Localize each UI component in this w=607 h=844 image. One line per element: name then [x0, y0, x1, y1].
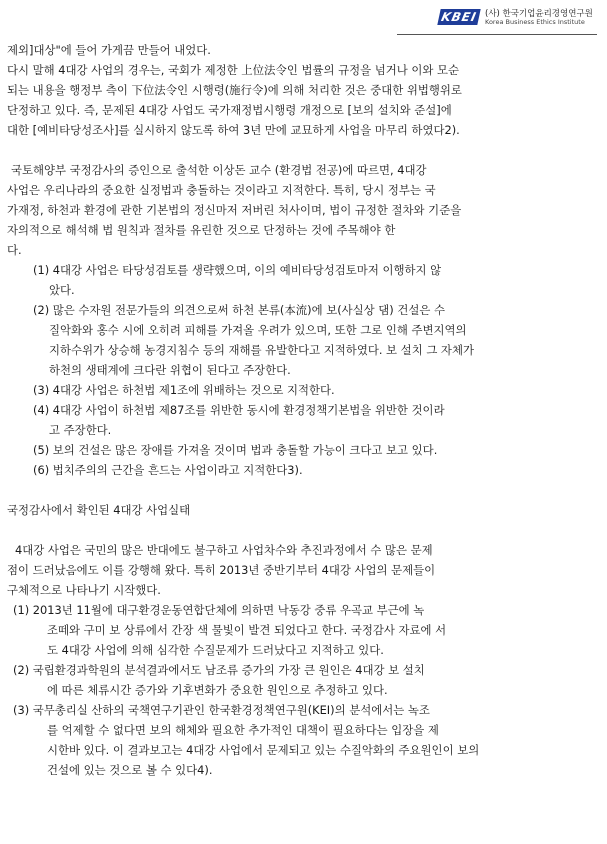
list-item-continued: 조떼와 구미 보 상류에서 간장 색 물빛이 발견 되었다고 한다. 국정감사 자료에 서 — [47, 623, 447, 637]
list-item: (2) 국립환경과학원의 분석결과에서도 남조류 증가의 가장 큰 원인은 4대강 보 설치 — [13, 663, 425, 677]
list-item: (2) 많은 수자원 전문가들의 의견으로써 하천 본류(本流)에 보(사실상 댐) 건설은 수 — [33, 303, 445, 317]
paragraph-line: 구체적으로 나타나기 시작했다. — [7, 583, 161, 597]
paragraph-line: 단정하고 있다. 즉, 문제된 4대강 사업도 국가재정법시행령 개정으로 [보의 설치와 준설]에 — [7, 103, 452, 117]
list-item-continued: 에 따른 체류시간 증가와 기후변화가 중요한 원인으로 추정하고 있다. — [47, 683, 388, 697]
paragraph-gap — [7, 520, 597, 540]
paragraph-line: 자의적으로 해석해 법 원칙과 절차를 유린한 것으로 단정하는 것에 주목해야 한 — [7, 223, 396, 237]
list-item-continued: 하천의 생태계에 크다란 위협이 된다고 주장한다. — [49, 363, 291, 377]
list-item: (1) 2013년 11월에 대구환경운동연합단체에 의하면 낙동강 중류 우곡교 부근에 녹 — [13, 603, 425, 617]
list-item: (3) 4대강 사업은 하천법 제1조에 위배하는 것으로 지적한다. — [33, 383, 335, 397]
list-item-continued: 질악화와 홍수 시에 오히려 피해를 가져올 우려가 있으며, 또한 그로 인해 주변지역의 — [49, 323, 467, 337]
list-item-continued: 건설에 있는 것으로 볼 수 있다4). — [47, 763, 213, 777]
list-item: (3) 국무총리실 산하의 국책연구기관인 한국환경정책연구원(KEI)의 분석에서는 녹조 — [13, 703, 430, 717]
list-item: (1) 4대강 사업은 타당성검토를 생략했으며, 이의 예비타당성검토마저 이행하지 않 — [33, 263, 442, 277]
paragraph-gap — [7, 140, 597, 160]
list-item-continued: 았다. — [49, 283, 75, 297]
document-body — [7, 40, 597, 780]
paragraph-gap — [7, 480, 597, 500]
list-item-continued: 지하수위가 상승해 농경지침수 등의 재해를 유발한다고 지적하였다. 보 설치 그 자체가 — [49, 343, 474, 357]
paragraph-line: 국토해양부 국정감사의 증인으로 출석한 이상돈 교수 (환경법 전공)에 따르면, 4대강 — [11, 163, 427, 177]
logo-korean-name: (사) 한국기업윤리경영연구원 — [485, 9, 593, 19]
list-item-continued: 고 주장한다. — [49, 423, 112, 437]
section-heading: 국정감사에서 확인된 4대강 사업실태 — [7, 503, 191, 517]
page-header — [397, 6, 597, 28]
paragraph-line: 4대강 사업은 국민의 많은 반대에도 불구하고 사업차수와 추진과정에서 수 많은 문제 — [15, 543, 433, 557]
logo-english-name: Korea Business Ethics Institute — [485, 18, 585, 26]
kbei-logo: KBEI — [437, 9, 480, 25]
paragraph-line: 가재정, 하천과 환경에 관한 기본법의 정신마저 저버린 처사이며, 법이 규정한 절차와 기준을 — [7, 203, 462, 217]
paragraph-line: 대한 [예비타당성조사]를 실시하지 않도록 하여 3년 만에 교묘하게 사업을 마무리 하였다2). — [7, 123, 460, 137]
list-item: (6) 법치주의의 근간을 흔드는 사업이라고 지적한다3). — [33, 463, 303, 477]
list-item-continued: 시한바 있다. 이 결과보고는 4대강 사업에서 문제되고 있는 수질악화의 주요원인이 보의 — [47, 743, 480, 757]
paragraph-line: 제외]대상"에 들어 가게끔 만들어 내었다. — [7, 43, 211, 57]
list-item-continued: 를 억제할 수 없다면 보의 해체와 필요한 추가적인 대책이 필요하다는 입장을 제 — [47, 723, 439, 737]
header-divider — [397, 34, 597, 35]
paragraph-line: 다. — [7, 243, 22, 257]
list-item: (5) 보의 건설은 많은 장애를 가져올 것이며 법과 충돌할 가능이 크다고 보고 있다. — [33, 443, 438, 457]
list-item: (4) 4대강 사업이 하천법 제87조를 위반한 동시에 환경정책기본법을 위반한 것이라 — [33, 403, 445, 417]
paragraph-line: 사업은 우리나라의 중요한 실정법과 충돌하는 것이라고 지적한다. 특히, 당시 정부는 국 — [7, 183, 436, 197]
paragraph-line: 되는 내용을 행정부 측이 下位法令인 시행령(施行令)에 의해 처리한 것은 중대한 위법행위로 — [7, 83, 462, 97]
paragraph-line: 점이 드러났음에도 이를 강행해 왔다. 특히 2013년 중반기부터 4대강 사업의 문제들이 — [7, 563, 436, 577]
paragraph-line: 다시 말해 4대강 사업의 경우는, 국회가 제정한 上位法令인 법률의 규정을 넘거나 이와 모순 — [7, 63, 459, 77]
list-item-continued: 도 4대강 사업에 의해 심각한 수질문제가 드러났다고 지적하고 있다. — [47, 643, 384, 657]
